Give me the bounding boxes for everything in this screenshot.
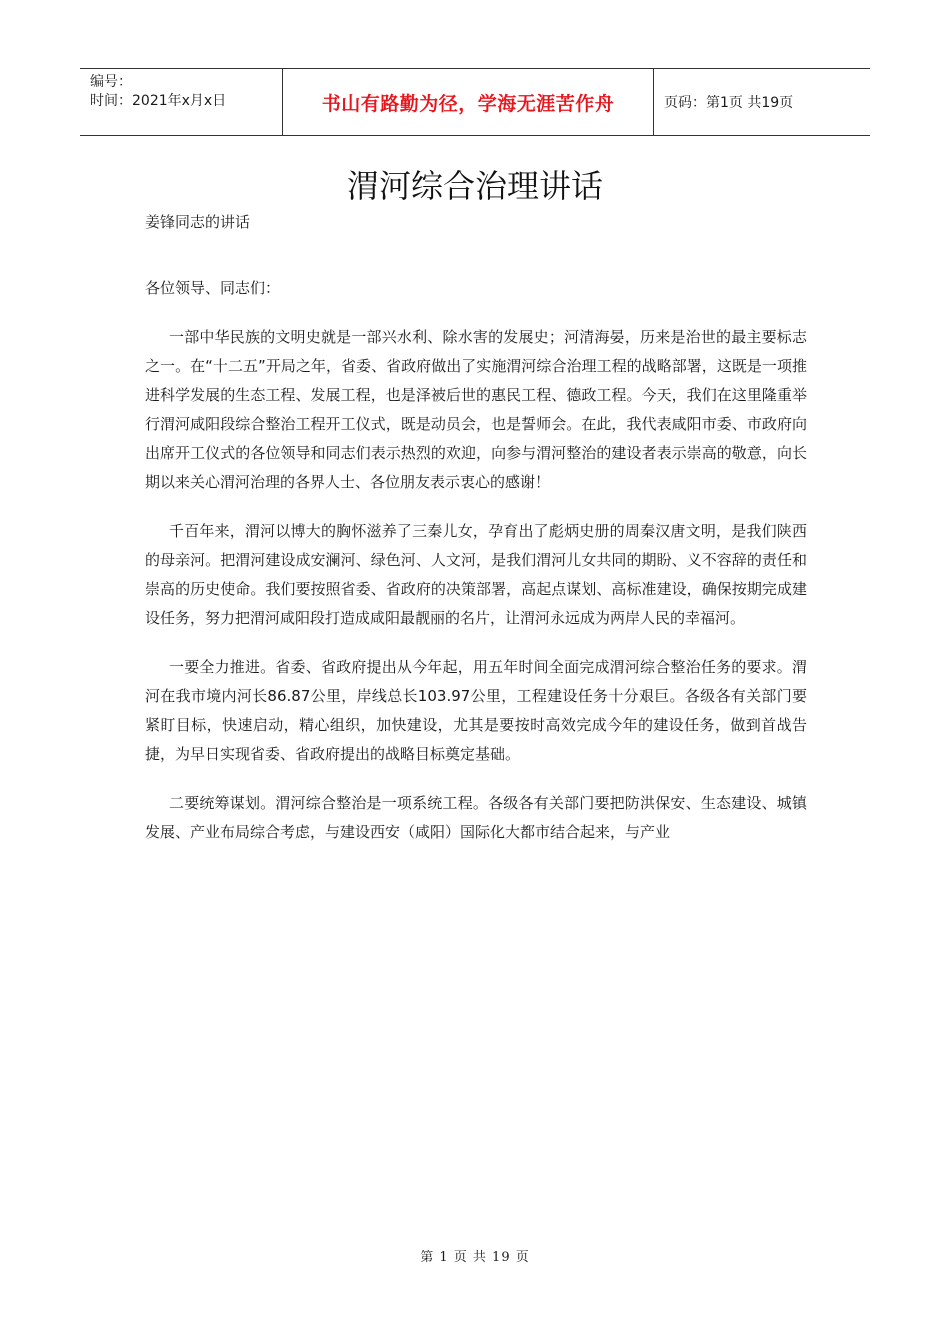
header-page-cell bbox=[654, 69, 870, 135]
document-title: 渭河综合治理讲话 bbox=[346, 167, 603, 205]
paragraph: 一要全力推进。省委、省政府提出从今年起，用五年时间全面完成渭河综合整治任务的要求。渭河在我市境内河长86.87公里，岸线总长103.97公里，工程建设任务十分艰巨。各级各有关部门要紧盯目标，快速启动，精心组织，加快建设，尤其是要按时高效完成今年的建设任务，做到首战告捷，为早日实现省委、省政府提出的战略目标奠定基础。 bbox=[145, 658, 807, 763]
byline: 姜锋同志的讲话 bbox=[145, 213, 251, 231]
page-footer: 第 1 页 共 19 页 bbox=[420, 1250, 530, 1265]
number-label: 编号： bbox=[90, 74, 132, 90]
salutation: 各位领导、同志们： bbox=[145, 279, 281, 297]
paragraph: 一部中华民族的文明史就是一部兴水利、除水害的发展史；河清海晏，历来是治世的最主要标志之一。在“十二五”开局之年，省委、省政府做出了实施渭河综合治理工程的战略部署，这既是一项推进科学发展的生态工程、发展工程，也是泽被后世的惠民工程、德政工程。今天，我们在这里隆重举行渭河咸阳段综合整治工程开工仪式，既是动员会，也是誓师会。在此，我代表咸阳市委、市政府向出席开工仪式的各位领导和同志们表示热烈的欢迎，向参与渭河整治的建设者表示崇高的敬意，向长期以来关心渭河治理的各界人士、各位朋友表示衷心的感谢！ bbox=[145, 328, 807, 491]
motto-text: 书山有路勤为径，学海无涯苦作舟 bbox=[321, 92, 615, 115]
header-table bbox=[80, 68, 870, 136]
paragraph: 千百年来，渭河以博大的胸怀滋养了三秦儿女，孕育出了彪炳史册的周秦汉唐文明，是我们陕西的母亲河。把渭河建设成安澜河、绿色河、人文河，是我们渭河儿女共同的期盼、义不容辞的责任和崇高的历史使命。我们要按照省委、省政府的决策部署，高起点谋划、高标准建设，确保按期完成建设任务，努力把渭河咸阳段打造成咸阳最靓丽的名片，让渭河永远成为两岸人民的幸福河。 bbox=[145, 522, 807, 627]
paragraph: 二要统筹谋划。渭河综合整治是一项系统工程。各级各有关部门要把防洪保安、生态建设、城镇发展、产业布局综合考虑，与建设西安（咸阳）国际化大都市结合起来，与产业 bbox=[145, 794, 807, 841]
header-motto-cell bbox=[282, 69, 654, 135]
document-body bbox=[145, 274, 807, 867]
time-label: 时间：2021年x月x日 bbox=[90, 93, 227, 109]
header-meta-cell bbox=[80, 69, 282, 135]
page-info: 页码：第1页 共19页 bbox=[664, 95, 794, 111]
